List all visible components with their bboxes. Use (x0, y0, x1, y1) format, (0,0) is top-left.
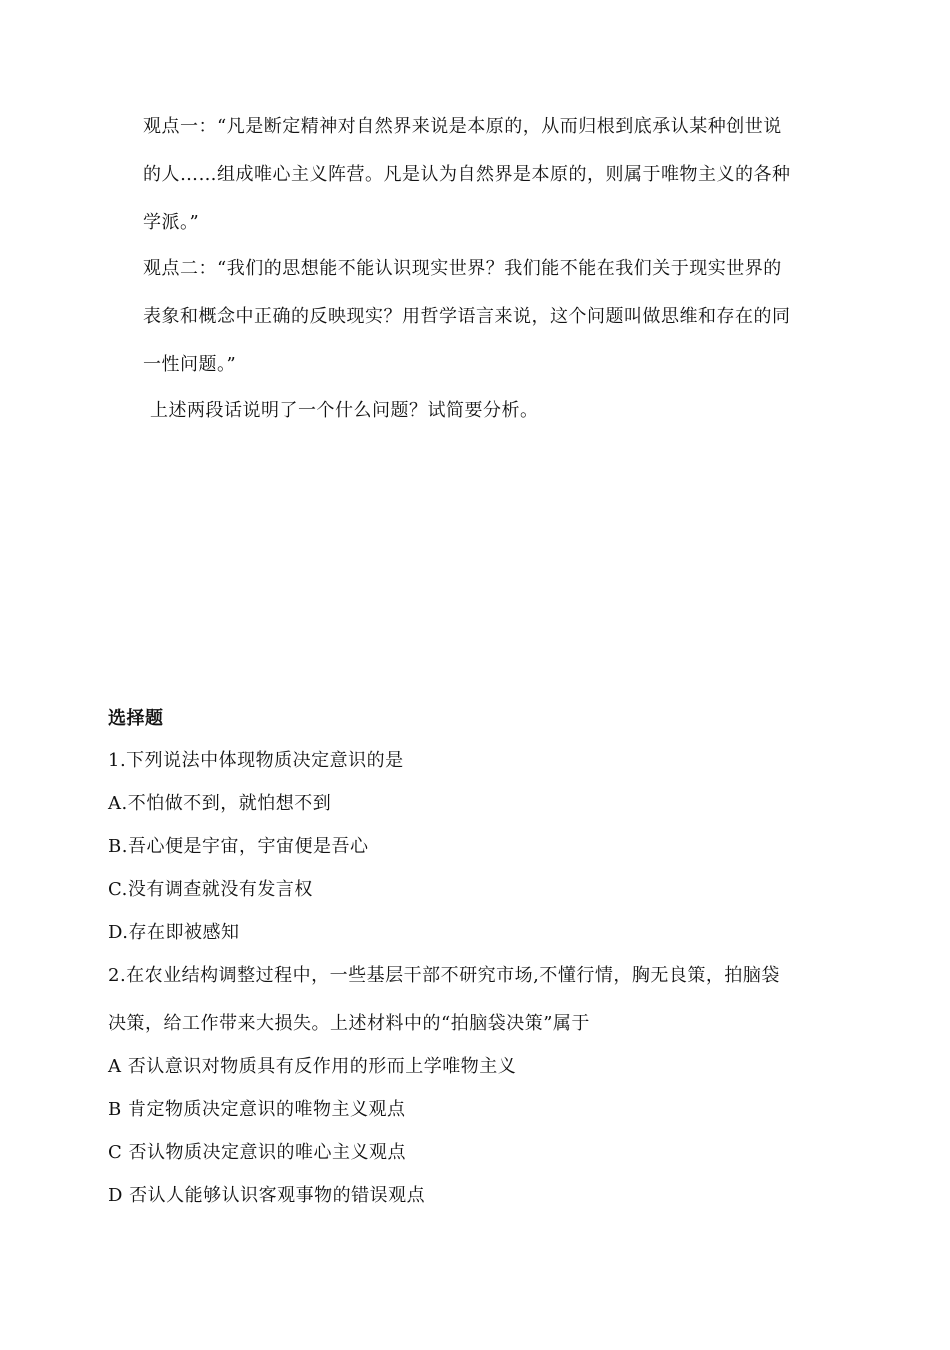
question-1-option-d: D.存在即被感知 (108, 922, 240, 943)
question-2-option-d: D 否认人能够认识客观事物的错误观点 (108, 1185, 426, 1206)
viewpoint-one-line-3: 学派。” (143, 212, 200, 233)
question-2-option-b: B 肯定物质决定意识的唯物主义观点 (108, 1099, 406, 1120)
passage-question: 上述两段话说明了一个什么问题？试简要分析。 (150, 400, 539, 421)
viewpoint-two-line-2: 表象和概念中正确的反映现实？用哲学语言来说，这个问题叫做思维和存在的同 (143, 306, 791, 327)
viewpoint-two-line-3: 一性问题。” (143, 354, 237, 375)
viewpoint-one-line-2: 的人……组成唯心主义阵营。凡是认为自然界是本原的，则属于唯物主义的各种 (143, 164, 791, 185)
question-2-option-c: C 否认物质决定意识的唯心主义观点 (108, 1142, 406, 1163)
question-2-option-a: A 否认意识对物质具有反作用的形而上学唯物主义 (108, 1056, 517, 1077)
question-1-option-a: A.不怕做不到，就怕想不到 (108, 793, 332, 814)
question-1-option-c: C.没有调查就没有发言权 (108, 879, 313, 900)
section-title: 选择题 (108, 708, 164, 729)
viewpoint-two-line-1: 观点二：“我们的思想能不能认识现实世界？我们能不能在我们关于现实世界的 (143, 258, 782, 279)
question-1-option-b: B.吾心便是宇宙，宇宙便是吾心 (108, 836, 369, 857)
question-1-stem: 1.下列说法中体现物质决定意识的是 (108, 750, 404, 771)
question-2-stem-line-1: 2.在农业结构调整过程中，一些基层干部不研究市场,不懂行情，胸无良策，拍脑袋 (108, 965, 780, 986)
question-2-stem-line-2: 决策，给工作带来大损失。上述材料中的“拍脑袋决策”属于 (108, 1013, 590, 1034)
viewpoint-one-line-1: 观点一：“凡是断定精神对自然界来说是本原的，从而归根到底承认某种创世说 (143, 116, 782, 137)
